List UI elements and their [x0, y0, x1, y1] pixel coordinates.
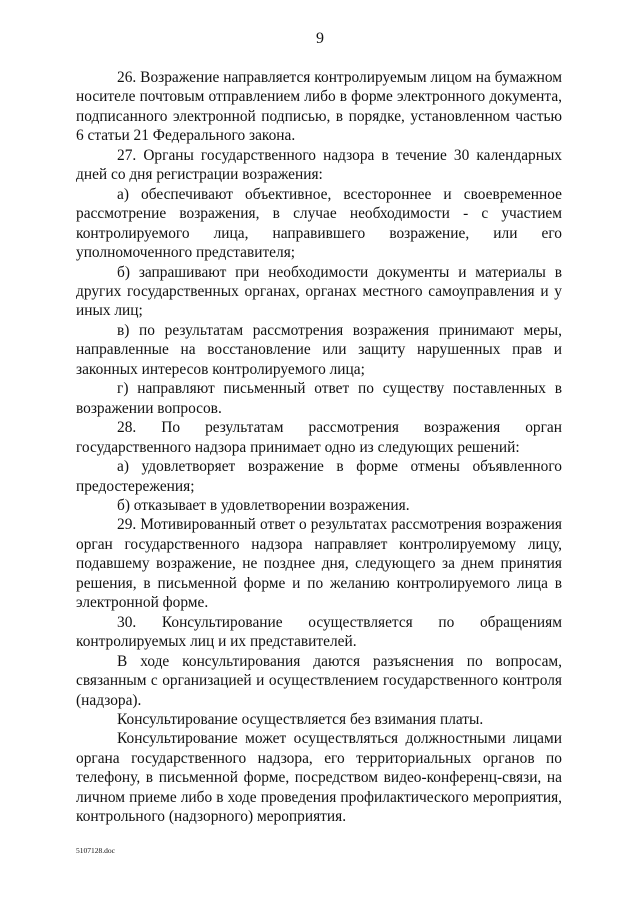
paragraph-27-b: б) запрашивают при необходимости документы и материалы в других государственных органах, органах местного самоуправления и у иных лиц;: [76, 263, 562, 320]
paragraph-27-g: г) направляют письменный ответ по существу поставленных в возражении вопросов.: [76, 380, 562, 417]
page-number: 9: [316, 30, 324, 47]
paragraph-26: 26. Возражение направляется контролируемым лицом на бумажном носителе почтовым отправлением либо в форме электронного документа, подписанного электронной подписью, в порядке, установленном частью 6 статьи 21 Федерального закона.: [76, 69, 562, 145]
paragraph-30: 30. Консультирование осуществляется по обращениям контролируемых лиц и их представителей.: [76, 613, 562, 651]
paragraph-30-methods: Консультирование может осуществляться должностными лицами органа государственного надзора, его территориальных органов по телефону, в письменной форме, посредством видео-конференц-связи, на личном приеме либо в ходе проведения профилактического мероприятия, контрольного (надзорного) мероприятия.: [76, 730, 562, 826]
paragraph-27-a: а) обеспечивают объективное, всестороннее и своевременное рассмотрение возражения, в случае необходимости - с участием контролируемого лица, направившего возражение, или его уполномоченного представителя;: [76, 185, 562, 262]
paragraph-30-explanations: В ходе консультирования даются разъяснения по вопросам, связанным с организацией и осуществлением государственного контроля (надзора).: [76, 652, 562, 709]
paragraph-30-free: Консультирование осуществляется без взимания платы.: [117, 710, 484, 728]
paragraph-27: 27. Органы государственного надзора в течение 30 календарных дней со дня регистрации возражения:: [76, 146, 562, 184]
document-body: [76, 68, 562, 827]
paragraph-27-v: в) по результатам рассмотрения возражения принимают меры, направленные на восстановление или защиту нарушенных прав и законных интересов контролируемого лица;: [76, 321, 562, 378]
paragraph-28: 28. По результатам рассмотрения возражения орган государственного надзора принимает одно из следующих решений:: [76, 419, 562, 456]
file-name-footer: 5107128.doc: [76, 846, 115, 855]
paragraph-29: 29. Мотивированный ответ о результатах рассмотрения возражения орган государственного надзора направляет контролируемому лицу, подавшему возражение, не позднее дня, следующего за днем принятия решения, в письменной форме и по желанию контролируемого лица в электронной форме.: [76, 516, 562, 612]
paragraph-28-b: б) отказывает в удовлетворении возражения.: [117, 496, 410, 514]
paragraph-28-a: а) удовлетворяет возражение в форме отмены объявленного предостережения;: [76, 458, 562, 495]
